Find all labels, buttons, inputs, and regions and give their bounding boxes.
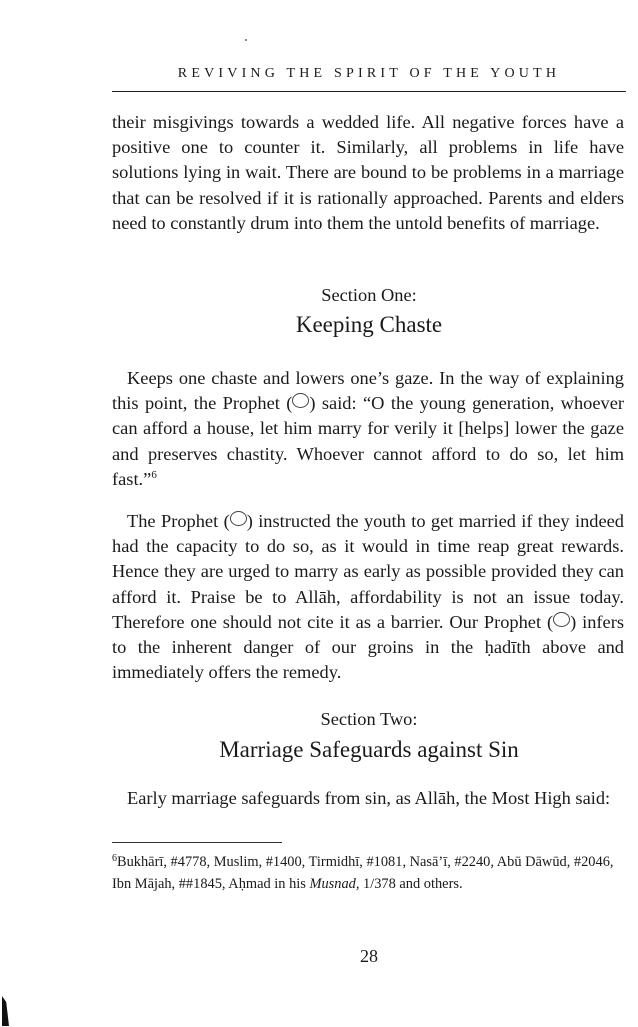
- footnote-text-a: Bukhārī, #4778, Muslim, #1400, Tirmidhī, #1081, Nasā’ī, #2240, Abū Dāwūd, #2046, Ibn Mājah, ##1845, Aḥmad in his: [112, 854, 614, 892]
- paragraph-3-text-a: The Prophet (: [127, 511, 230, 531]
- section-one-label: Section One:: [321, 285, 417, 305]
- paragraph-4: Early marriage safeguards from sin, as Allāh, the Most High said:: [127, 788, 611, 808]
- paragraph-3: [112, 509, 624, 685]
- footnote-number: 6: [112, 853, 117, 864]
- paragraph-2-text-b: ) said: “O the young generation, whoever can afford a house, let him marry for verily it [helps] lower the gaze and preserves chastity. Whoever cannot afford to do so, let him fast.”: [112, 393, 624, 489]
- footnote-ref: 6: [151, 468, 157, 481]
- section-two-title: Marriage Safeguards against Sin: [219, 737, 519, 762]
- footnote-italic: Musnad,: [309, 876, 360, 892]
- running-head: REVIVING THE SPIRIT OF THE YOUTH: [177, 66, 561, 81]
- honorific-icon: [292, 393, 309, 408]
- scan-edge-mark: [2, 996, 9, 1026]
- header-rule: [112, 91, 626, 92]
- paragraph-3-text-b: ) instructed the youth to get married if they indeed had the capacity to do so, as it would in time reap great rewards. Hence they are urged to marry as early as possible provided they can afford it. Praise be to Allāh, affordability is not an issue today. Therefore one should not cite it as a barrier. Our Prophet (: [112, 511, 624, 632]
- paragraph-2: [112, 366, 624, 492]
- footnote-rule: [112, 842, 282, 843]
- scan-speck: [245, 39, 247, 41]
- paragraph-1: their misgivings towards a wedded life. All negative forces have a positive one to counter it. Similarly, all problems in life have solutions lying in wait. There are bound to be problems in a marriage that can be resolved if it is rationally approached. Parents and elders need to constantly drum into them the untold benefits of marriage.: [112, 112, 624, 233]
- paragraph-3-text-c: ) infers to the inherent danger of our groins in the ḥadīth above and immediately offers the remedy.: [112, 611, 624, 683]
- footnote: [112, 851, 624, 895]
- footnote-text-b: 1/378 and others.: [359, 876, 463, 892]
- honorific-icon: [230, 511, 247, 526]
- section-two-label: Section Two:: [320, 709, 418, 729]
- section-one-title: Keeping Chaste: [295, 312, 443, 337]
- paragraph-2-text-a: Keeps one chaste and lowers one’s gaze. In the way of explaining this point, the Prophet (: [112, 368, 624, 414]
- page-number: 28: [360, 946, 378, 966]
- honorific-icon: [553, 612, 570, 627]
